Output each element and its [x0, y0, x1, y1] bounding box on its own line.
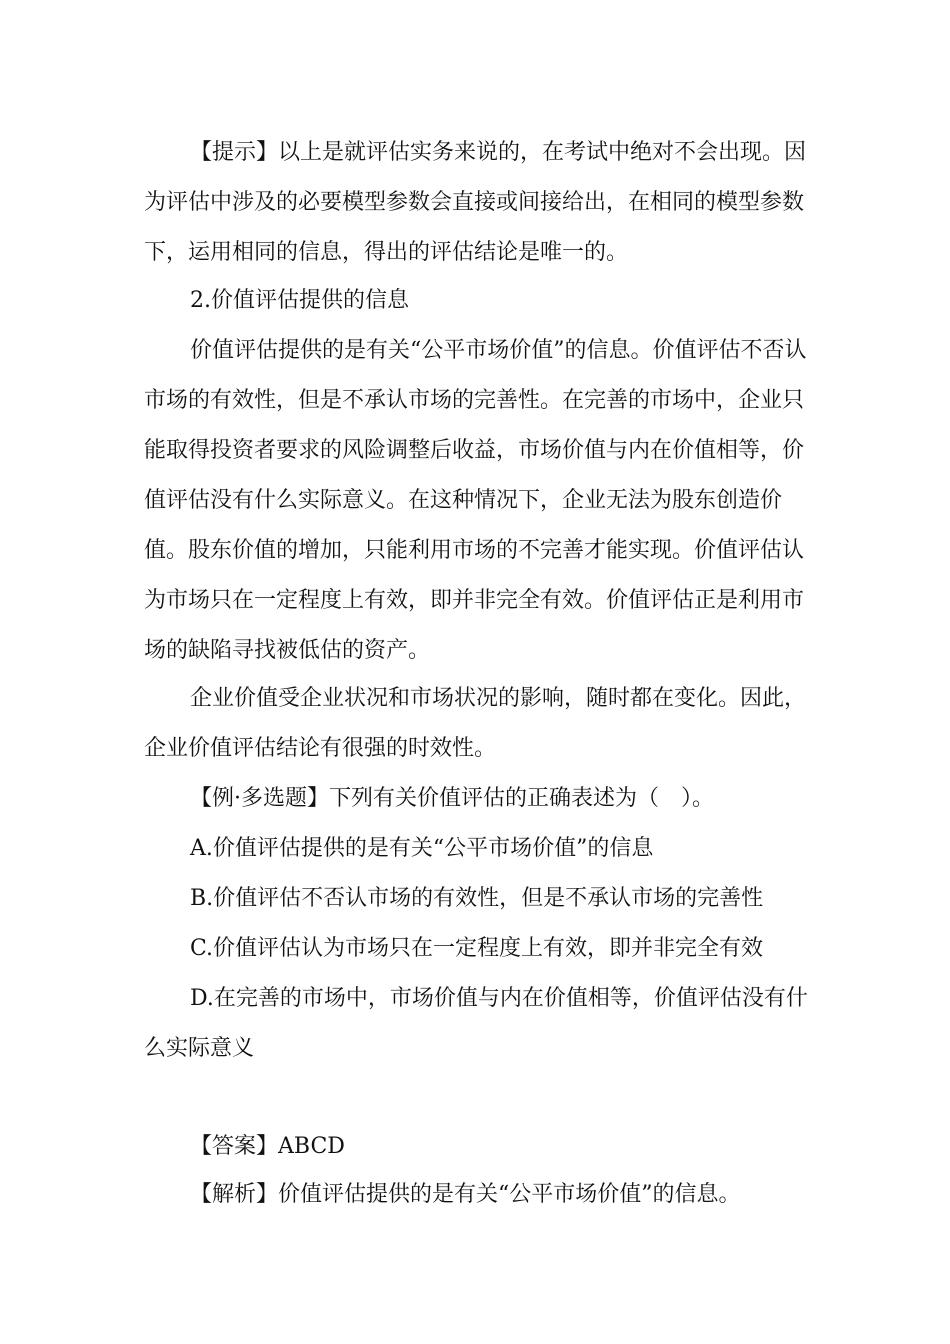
analysis-line: 【解析】价值评估提供的是有关“公平市场价值”的信息。 — [190, 1182, 741, 1207]
option-a: A.价值评估提供的是有关“公平市场价值”的信息 — [190, 836, 654, 861]
body-paragraph-market-value: 价值评估提供的是有关“公平市场价值”的信息。价值评估不否认市场的有效性，但是不承认市场的完善性。在完善的市场中，企业只能取得投资者要求的风险调整后收益，市场价值与内在价值相等，价值评估没有什么实际意义。在这种情况下，企业无法为股东创造价值。股东价值的增加，只能利用市场的不完善才能实现。价值评估认为市场只在一定程度上有效，即并非完全有效。价值评估正是利用市场的缺陷寻找被低估的资产。 — [144, 338, 807, 663]
option-b: B.价值评估不否认市场的有效性，但是不承认市场的完善性 — [190, 886, 764, 911]
example-question: 【例·多选题】下列有关价值评估的正确表述为（ ）。 — [190, 786, 714, 811]
body-paragraph-timeliness: 企业价值受企业状况和市场状况的影响，随时都在变化。因此，企业价值评估结论有很强的时效性。 — [144, 686, 807, 761]
option-c: C.价值评估认为市场只在一定程度上有效，即并非完全有效 — [190, 936, 764, 961]
section-heading: 2.价值评估提供的信息 — [190, 288, 409, 313]
hint-paragraph: 【提示】以上是就评估实务来说的，在考试中绝对不会出现。因为评估中涉及的必要模型参数会直接或间接给出，在相同的模型参数下，运用相同的信息，得出的评估结论是唯一的。 — [144, 140, 807, 265]
option-d: D.在完善的市场中，市场价值与内在价值相等，价值评估没有什么实际意义 — [144, 986, 808, 1061]
answer-line: 【答案】ABCD — [190, 1134, 345, 1159]
